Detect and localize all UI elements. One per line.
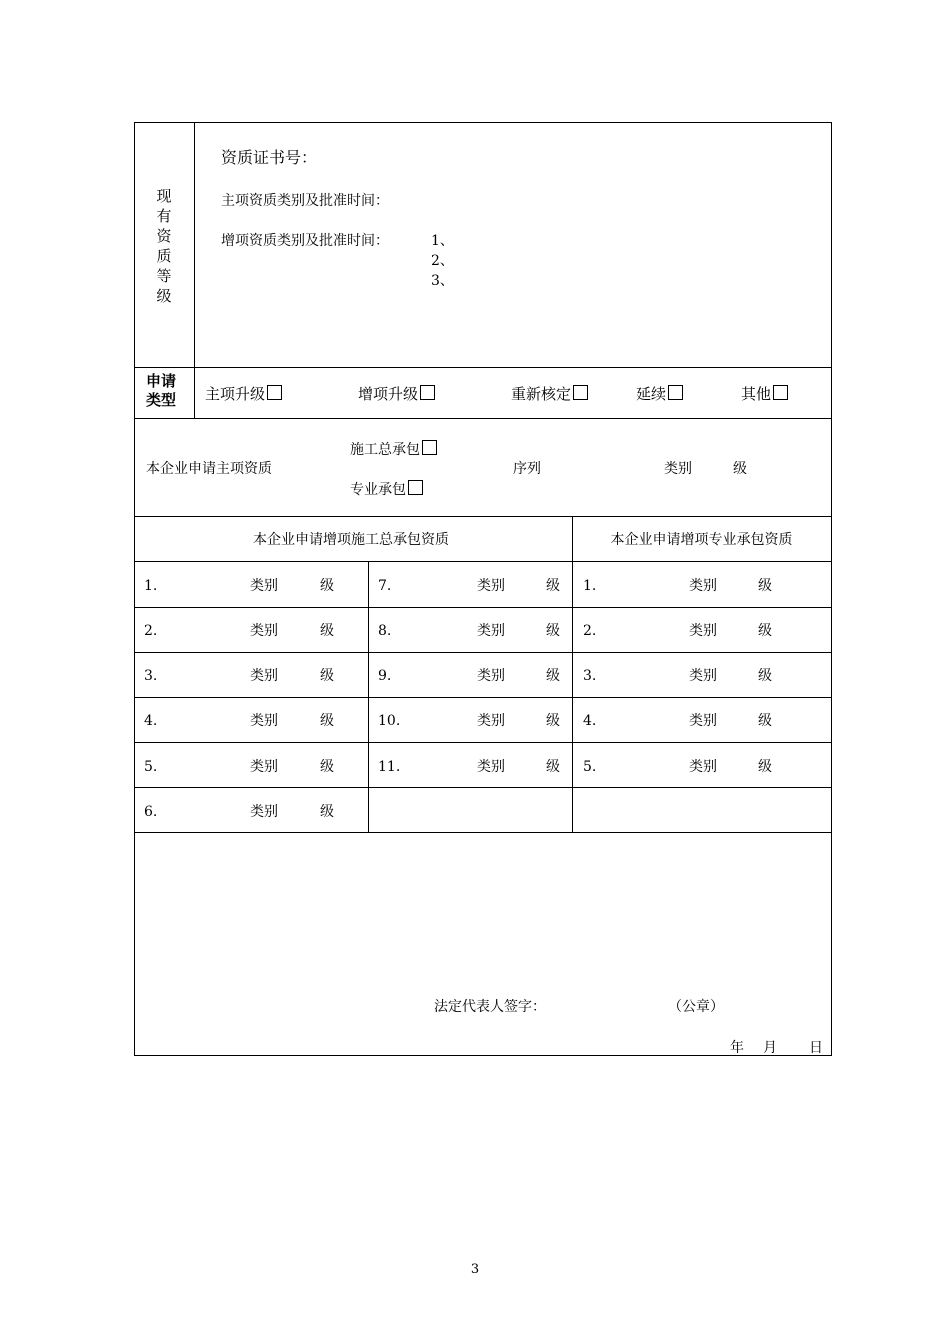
row-number: 1.	[583, 578, 597, 594]
table-border-left	[134, 122, 135, 1056]
table-border-right	[831, 122, 832, 1056]
row-number: 10.	[378, 713, 401, 729]
category-label: 类别	[477, 713, 505, 729]
level-label: 级	[758, 623, 772, 639]
existing-qualification-label	[154, 186, 174, 306]
row-number: 6.	[144, 804, 158, 820]
table-rule	[134, 607, 832, 608]
added-item-number: 3、	[431, 273, 454, 289]
added-item-number: 2、	[431, 253, 454, 269]
level-label: 级	[546, 759, 560, 775]
option-label: 施工总承包	[350, 442, 420, 458]
category-label: 类别	[250, 623, 278, 639]
added-item-number: 1、	[431, 233, 454, 249]
label-char: 现	[156, 187, 172, 205]
level-label: 级	[758, 713, 772, 729]
category-label: 类别	[250, 578, 278, 594]
table-rule	[134, 787, 832, 788]
option-extension	[636, 385, 683, 403]
row-number: 8.	[378, 623, 392, 639]
label-char: 有	[156, 207, 172, 225]
option-general-contracting	[350, 440, 437, 459]
category-label: 类别	[689, 623, 717, 639]
row-number: 2.	[583, 623, 597, 639]
option-label: 专业承包	[350, 482, 406, 498]
row-number: 3.	[144, 668, 158, 684]
label-char: 资	[156, 227, 172, 245]
level-label: 级	[758, 668, 772, 684]
label-char: 级	[156, 287, 172, 305]
row-number: 1.	[144, 578, 158, 594]
option-label: 主项升级	[205, 385, 266, 403]
legal-rep-signature-label: 法定代表人签字：	[434, 999, 546, 1015]
option-other	[741, 385, 788, 403]
category-label: 类别	[689, 713, 717, 729]
header-added-specialty: 本企业申请增项专业承包资质	[610, 532, 793, 548]
table-rule	[134, 697, 832, 698]
table-border-bottom	[134, 1055, 832, 1056]
level-label: 级	[546, 623, 560, 639]
option-added-upgrade	[358, 385, 435, 403]
option-label: 重新核定	[511, 385, 572, 403]
checkbox[interactable]	[773, 385, 788, 400]
category-label: 类别	[250, 804, 278, 820]
category-label: 类别	[477, 578, 505, 594]
row-number: 9.	[378, 668, 392, 684]
application-type-label	[146, 372, 176, 410]
page-number: 3	[470, 1262, 480, 1277]
table-rule	[134, 742, 832, 743]
level-label: 级	[546, 578, 560, 594]
seal-label: （公章）	[668, 999, 724, 1015]
checkbox[interactable]	[420, 385, 435, 400]
header-added-general: 本企业申请增项施工总承包资质	[253, 532, 449, 548]
category-label: 类别	[477, 668, 505, 684]
checkbox[interactable]	[408, 480, 423, 495]
table-rule	[368, 561, 369, 832]
row-number: 3.	[583, 668, 597, 684]
checkbox[interactable]	[573, 385, 588, 400]
category-label: 类别	[250, 668, 278, 684]
level-label: 级	[546, 668, 560, 684]
table-rule	[134, 367, 832, 368]
table-rule	[134, 652, 832, 653]
option-label: 延续	[636, 385, 667, 403]
option-label: 其他	[741, 385, 772, 403]
level-label: 级	[758, 759, 772, 775]
checkbox[interactable]	[267, 385, 282, 400]
level-label: 级	[320, 804, 334, 820]
row-number: 11.	[378, 759, 401, 775]
category-label: 类别	[477, 759, 505, 775]
month-label: 月	[763, 1040, 777, 1056]
label-char: 等	[156, 267, 172, 285]
row-number: 2.	[144, 623, 158, 639]
level-label: 级	[320, 623, 334, 639]
year-label: 年	[730, 1040, 744, 1056]
category-label: 类别	[250, 713, 278, 729]
option-label: 增项升级	[358, 385, 419, 403]
level-label: 级	[733, 461, 747, 477]
row-number: 4.	[583, 713, 597, 729]
main-application-label: 本企业申请主项资质	[146, 461, 272, 477]
cert-number-label: 资质证书号：	[221, 148, 318, 167]
category-label: 类别	[689, 759, 717, 775]
sequence-label: 序列	[513, 461, 541, 477]
option-main-upgrade	[205, 385, 282, 403]
row-number: 5.	[144, 759, 158, 775]
level-label: 级	[320, 668, 334, 684]
row-number: 4.	[144, 713, 158, 729]
checkbox[interactable]	[668, 385, 683, 400]
table-rule	[134, 832, 832, 833]
level-label: 级	[320, 713, 334, 729]
level-label: 级	[546, 713, 560, 729]
label-line: 申请	[146, 372, 177, 390]
table-rule	[134, 516, 832, 517]
label-char: 质	[156, 247, 172, 265]
label-line: 类型	[146, 391, 177, 409]
table-rule	[194, 122, 195, 418]
category-label: 类别	[664, 461, 692, 477]
table-rule	[134, 418, 832, 419]
main-item-label: 主项资质类别及批准时间：	[221, 193, 389, 209]
level-label: 级	[320, 759, 334, 775]
day-label: 日	[809, 1040, 823, 1056]
category-label: 类别	[689, 578, 717, 594]
option-reassessment	[511, 385, 588, 403]
row-number: 7.	[378, 578, 392, 594]
table-rule	[134, 561, 832, 562]
checkbox[interactable]	[422, 440, 437, 455]
category-label: 类别	[250, 759, 278, 775]
table-border-top	[134, 122, 832, 123]
category-label: 类别	[477, 623, 505, 639]
row-number: 5.	[583, 759, 597, 775]
added-item-label: 增项资质类别及批准时间：	[221, 233, 389, 249]
option-specialty-contracting	[350, 480, 423, 499]
category-label: 类别	[689, 668, 717, 684]
level-label: 级	[758, 578, 772, 594]
table-rule	[572, 516, 573, 832]
level-label: 级	[320, 578, 334, 594]
